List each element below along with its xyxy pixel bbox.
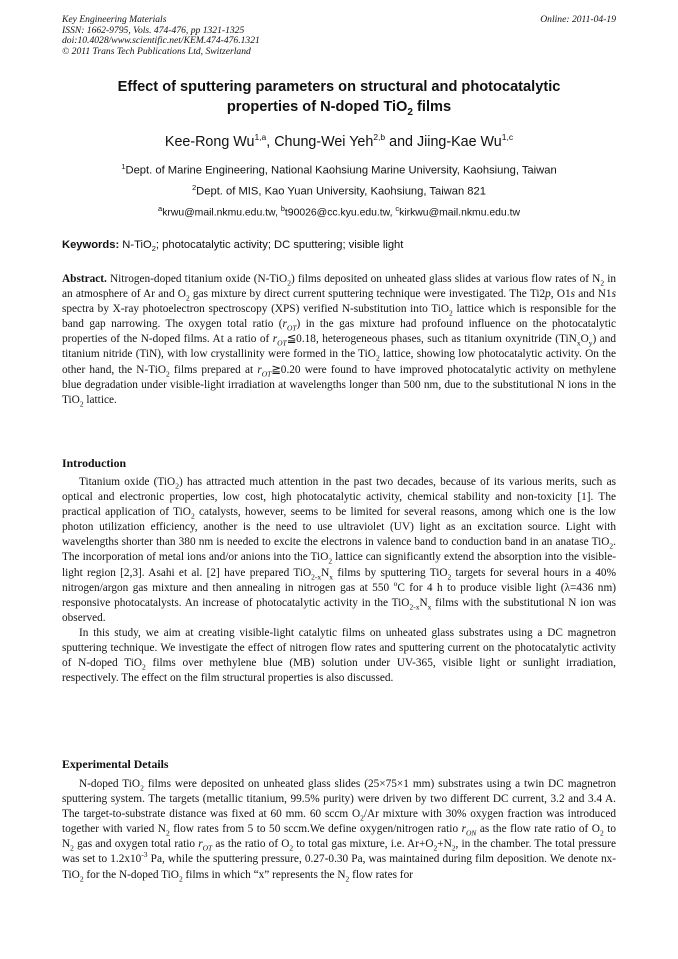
introduction-paragraph-2: In this study, we aim at creating visible-light catalytic films on unheated glass substrates using a DC magnetron sputtering technique. We investigate the effect of nitrogen flow rates and sputtering current on the photocatalytic activity of N-doped TiO$_2$ films over methylene blue (MB) solution under UV-365, visible light or sunlight irradiation, respectively. The effect on the film structural properties is also discussed.: [62, 626, 616, 685]
title-line-1: Effect of sputtering parameters on structural and photocatalytic: [117, 79, 561, 95]
affiliation-1: $^1$Dept. of Marine Engineering, National Kaohsiung Marine University, Kaohsiung, Taiwan: [121, 162, 557, 177]
affiliation-2: $^2$Dept. of MIS, Kao Yuan University, Kaohsiung, Taiwan 821: [192, 183, 486, 198]
paper-title: [62, 77, 616, 123]
issn-line: ISSN: 1662-9795, Vols. 474-476, pp 1321-1325: [62, 24, 245, 36]
author-name: Kee-Rong Wu: [164, 133, 255, 150]
abstract-label: Abstract.: [62, 273, 107, 285]
doi-line: doi:10.4028/www.scientific.net/KEM.474-476.1321: [62, 35, 260, 47]
copyright-line: © 2011 Trans Tech Publications Ltd, Switzerland: [62, 45, 251, 57]
author-list: Kee-Rong Wu$^{1,a}$, Chung-Wei Yeh$^{2,b}$ and Jiing-Kae Wu$^{1,c}$: [164, 132, 514, 150]
journal-name: Key Engineering Materials: [62, 14, 167, 25]
abstract: Abstract. Nitrogen-doped titanium oxide (N-TiO$_2$) films deposited on unheated glass slides at various flow rates of $N_2$ in an atmosphere of Ar and $O_2$ gas mixture by direct current sputtering technique were investigated. The Ti2p, O1s and N1s spectra by X-ray photoelectron spectroscopy (XPS) verified N-substitution into TiO$_2$ lattice which is responsible for the band gap narrowing. The oxygen total ratio $(r_{OT})$ in the gas mixture had profound influence on the photocatalytic properties of the N-doped films. At a ratio of $r_{OT}≦0.18$, heterogeneous phases, such as titanium oxynitride $(TiN_xO_y)$ and titanium nitride (TiN), with low crystallinity were formed in the TiO$_2$ lattice, showing low photocatalytic activity. On the other hand, the N-TiO$_2$ films prepared at $r_{OT}≧0.20$ were found to have improved photocatalytic activity on methylene blue degradation under visible-light irradiation at wavelengths longer than 500 nm, due to the substitutional N ions in the TiO$_2$ lattice.: [62, 273, 616, 408]
experimental-text: N-doped TiO$_2$ films were deposited on unheated glass slides (25×75×1 mm) substrates using a twin DC magnetron sputtering system. The targets (metallic titanium, 99.5% purity) were driven by two different DC current, 3.2 and 3.4 A. The target-to-substrate distance was fixed at 60 mm. 60 sccm $O_2/Ar$ mixture with 30% oxygen fraction was introduced together with varied $N_2$ flow rates from 5 to 50 sccm.We define oxygen/nitrogen ratio $r_{ON}$ as the flow rate ratio of $O_2$ to $N_2$ gas and oxygen total ratio $r_{OT}$ as the ratio of $O_2$ to total gas mixture, i.e. $Ar+O_2+N_2$, in the chamber. The total pressure was set to $1.2x10^{-3}$ Pa, while the sputtering pressure, 0.27-0.30 Pa, was maintained during film deposition. We denote nx-TiO$_2$ for the N-doped TiO$_2$ films in which “x” represents the $N_2$ flow rates for: [62, 778, 617, 883]
title-line-2: properties of N-doped TiO$_2$ films: [226, 99, 452, 118]
author-name: Chung-Wei Yeh: [274, 133, 374, 150]
author-name: Jiing-Kae Wu: [416, 133, 502, 150]
author-emails: $^a$krwu@mail.nkmu.edu.tw, $^b$t90026@cc.kyu.edu.tw, $^c$kirkwu@mail.nkmu.edu.tw: [158, 204, 520, 219]
online-date: Online: 2011-04-19: [540, 14, 616, 25]
introduction-paragraph-1: Titanium oxide (TiO$_2$) has attracted much attention in the past two decades, because of its various merits, such as optical and electronic properties, low cost, high photocatalytic activity, chemical stability and non-toxicity [1]. The practical application of TiO$_2$ catalysts, however, seems to be limited for several reasons, among which one is the low photon utilization efficiency, another is the need to use ultraviolet (UV) light as an excitation source. Light with wavelengths shorter than 380 nm is needed to excite the electrons in valence band to conduction band in an anatase TiO$_2$. The incorporation of metal ions and/or anions into the TiO$_2$ lattice can significantly extend the absorption into the visible-light region [2,3]. Asahi et al. [2] have prepared $TiO_{2-x}N_x$ films by sputtering TiO$_2$ targets for several hours in a 40% nitrogen/argon gas mixture and then annealing in nitrogen gas at 550 $^o$C for 4 h to produce visible light (λ=436 nm) responsive photocatalysts. An increase of photocatalytic activity in the $TiO_{2-x}N_x$ films with the substitutional N ion was observed.: [62, 476, 617, 624]
section-heading-experimental: Experimental Details: [62, 757, 169, 771]
journal-header: [62, 15, 616, 57]
section-heading-introduction: Introduction: [62, 456, 127, 470]
keywords: Keywords: N-TiO$_2$; photocatalytic activity; DC sputtering; visible light: [62, 239, 404, 254]
introduction-text: [62, 475, 616, 686]
